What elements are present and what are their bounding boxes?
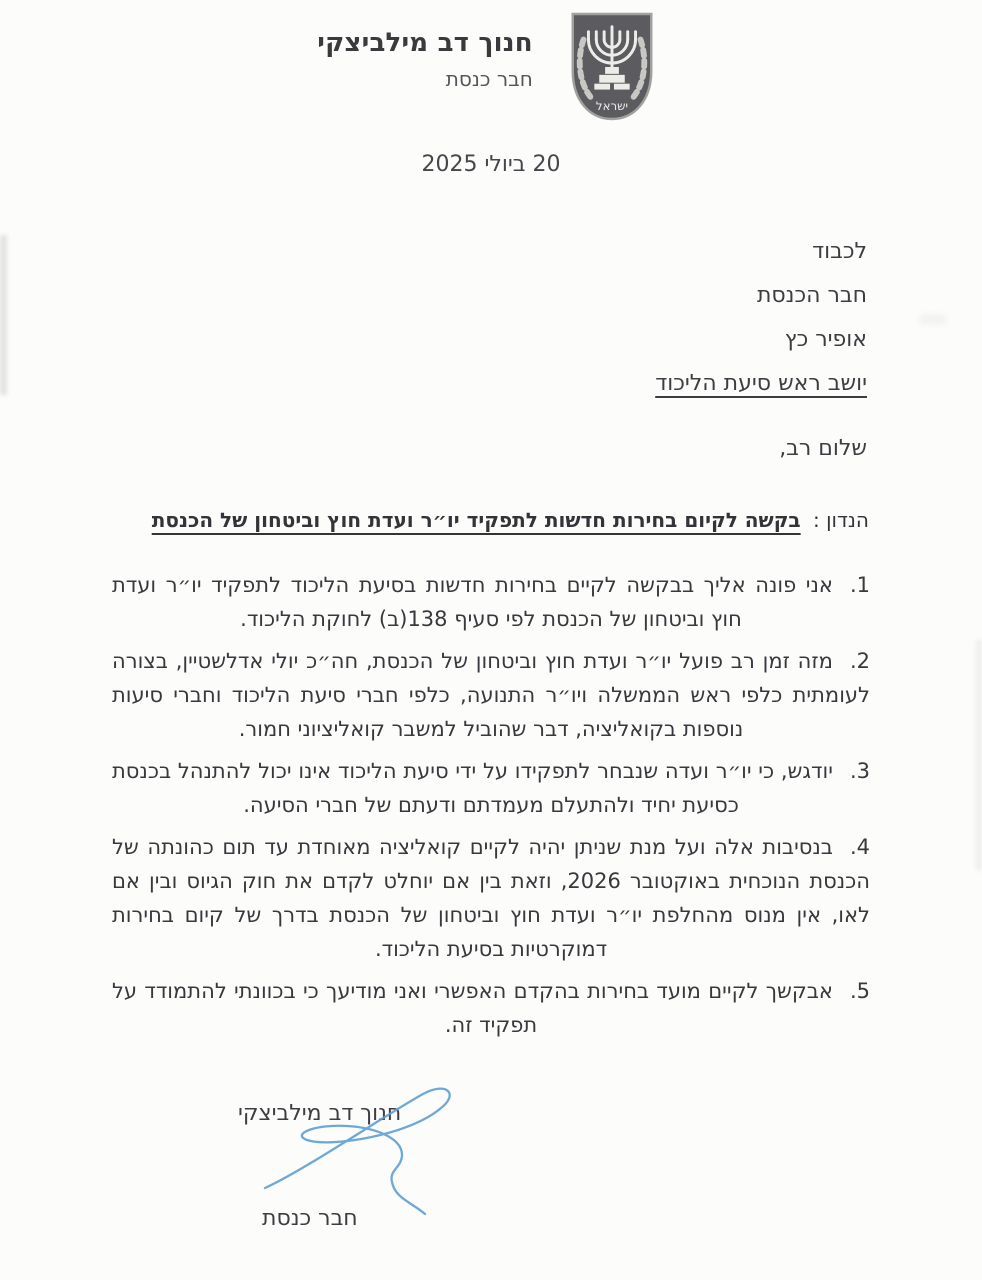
signature-stroke — [265, 1089, 450, 1214]
letterhead — [0, 8, 982, 126]
list-item — [112, 830, 870, 966]
list-item-text: אני פונה אליך בבקשה לקיים בחירות חדשות בסיעת הליכוד לתפקיד יו״ר ועדת חוץ וביטחון של הכנסת לפי סעיף 138(ב) לחוקת הליכוד. — [112, 573, 833, 631]
list-item — [112, 974, 870, 1042]
body-paragraphs — [112, 568, 870, 1050]
greeting: שלום רב, — [779, 436, 867, 461]
scan-artifact — [920, 315, 946, 324]
subject-line — [80, 508, 869, 532]
list-item-text: בנסיבות אלה ועל מנת שניתן יהיה לקיים קואליציה מאוחדת עד תום כהונתה של הכנסת הנוכחית באוקטובר 2026, וזאת בין אם יוחלט לקדם את חוק הגיוס ובין אם לאו, אין מנוס מהחלפת יו״ר ועדת חוץ וביטחון של הכנסת בדרך של קיום בחירות דמוקרטיות בסיעת הליכוד. — [112, 835, 870, 961]
list-item — [112, 644, 870, 746]
sender-role: חבר כנסת — [445, 67, 533, 91]
recipient-block — [655, 230, 867, 406]
list-item-text: אבקשך לקיים מועד בחירות בהקדם האפשרי ואני מודיעך כי בכוונתי להתמודד על תפקיד זה. — [112, 979, 833, 1037]
signature-name: חנוך דב מילביצקי — [238, 1101, 402, 1126]
scan-artifact — [0, 235, 7, 395]
list-item — [112, 754, 870, 822]
list-item-number: 5. — [849, 979, 870, 1003]
recipient-line: לכבוד — [812, 239, 867, 264]
sender-name: חנוך דב מילביצקי — [317, 28, 533, 58]
subject-label: הנדון : — [813, 508, 869, 532]
signature-role: חבר כנסת — [262, 1206, 358, 1231]
scan-artifact — [976, 640, 982, 870]
israel-state-emblem-icon — [559, 8, 665, 126]
list-item-number: 2. — [849, 649, 870, 673]
recipient-line: חבר הכנסת — [756, 283, 867, 308]
letter-date: 20 ביולי 2025 — [421, 152, 561, 177]
list-item-number: 1. — [849, 573, 870, 597]
list-item-number: 4. — [849, 835, 870, 859]
list-item-text: מזה זמן רב פועל יו״ר ועדת חוץ וביטחון של הכנסת, חה״כ יולי אדלשטיין, בצורה לעומתית כלפי ראש הממשלה ויו״ר התנועה, כלפי חברי סיעת הליכוד וחברי סיעות נוספות בקואליציה, דבר שהוביל למשבר קואליציוני חמור. — [112, 649, 870, 741]
recipient-title: יושב ראש סיעת הליכוד — [655, 371, 867, 396]
emblem-caption: ישראל — [595, 99, 628, 114]
subject-text: בקשה לקיום בחירות חדשות לתפקיד יו״ר ועדת חוץ וביטחון של הכנסת — [151, 508, 801, 532]
sender-block — [317, 28, 533, 91]
recipient-line: אופיר כץ — [784, 327, 867, 352]
list-item-number: 3. — [849, 759, 870, 783]
list-item-text: יודגש, כי יו״ר ועדה שנבחר לתפקידו על ידי סיעת הליכוד אינו יכול להתנהל בכנסת כסיעת יחיד ולהתעלם מעמדתם ודעתם של חברי הסיעה. — [112, 759, 833, 817]
list-item — [112, 568, 870, 636]
